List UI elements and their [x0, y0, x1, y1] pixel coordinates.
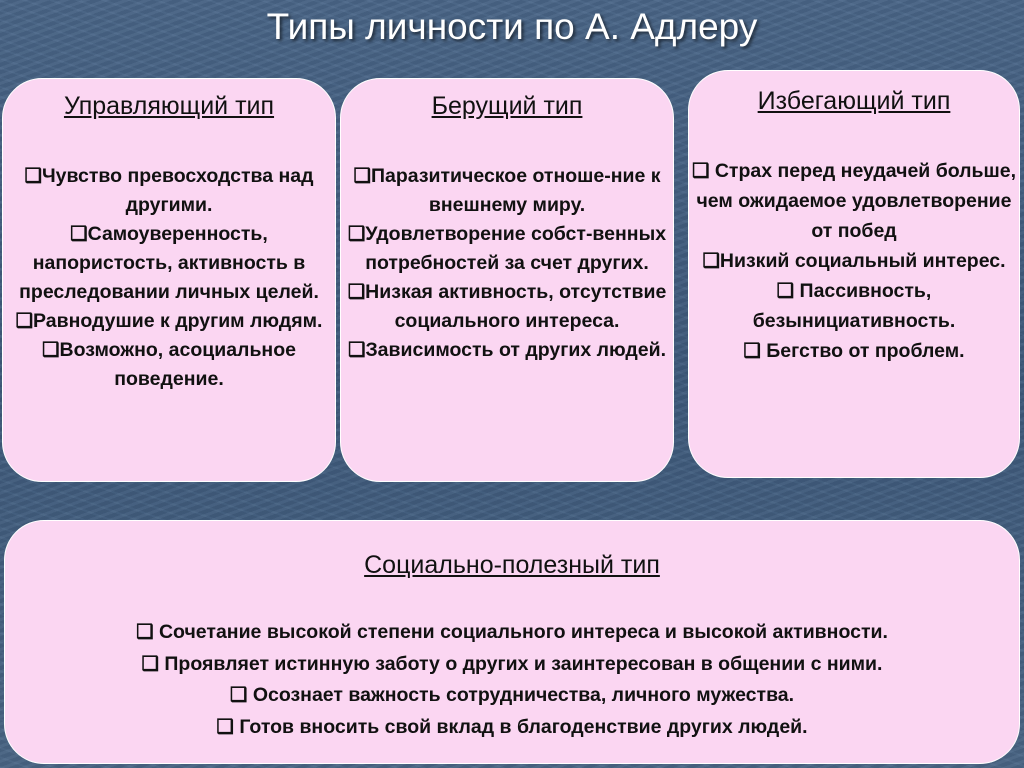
list-item: ❑Возможно, асоциальное поведение. [42, 339, 296, 390]
getting-type-box [340, 78, 674, 482]
list-item: ❑Чувство превосходства над другими. [24, 165, 314, 216]
ruling-type-heading: Управляющий тип [63, 92, 275, 120]
list-item: ❑ Бегство от проблем. [743, 340, 965, 362]
getting-type-list [341, 162, 673, 365]
list-item: ❑ Проявляет истинную заботу о других и заинтересован в общении с ними. [141, 652, 883, 675]
avoiding-type-box [688, 70, 1020, 478]
list-item: ❑Равнодушие к другим людям. [15, 310, 323, 332]
list-item: ❑ Страх перед неудачей больше, чем ожидаемое удовлетворение от побед [691, 160, 1017, 242]
list-item: ❑ Сочетание высокой степени социального интереса и высокой активности. [136, 621, 888, 643]
list-item: ❑Низкая активность, отсутствие социального интереса. [347, 281, 667, 332]
socially-useful-type-box [4, 520, 1020, 764]
slide-title: Типы личности по А. Адлеру [266, 6, 758, 47]
list-item: ❑ Пассивность, безынициативность. [752, 280, 956, 332]
list-item: ❑Самоуверенность, напористость, активность в преследовании личных целей. [19, 223, 319, 303]
list-item: ❑Паразитическое отноше-ние к внешнему миру. [353, 165, 661, 216]
getting-type-heading: Берущий тип [431, 92, 583, 120]
list-item: ❑Низкий социальный интерес. [702, 250, 1006, 272]
list-item: ❑Зависимость от других людей. [347, 339, 667, 361]
list-item: ❑Удовлетворение собст-венных потребностей за счет других. [347, 223, 667, 274]
list-item: ❑ Осознает важность сотрудничества, личного мужества. [229, 684, 795, 706]
ruling-type-box [2, 78, 336, 482]
socially-useful-type-heading: Социально-полезный тип [364, 551, 660, 579]
list-item: ❑ Готов вносить свой вклад в благоденствие других людей. [216, 715, 808, 738]
socially-useful-type-list [5, 617, 1019, 743]
avoiding-type-heading: Избегающий тип [757, 87, 951, 115]
avoiding-type-list [689, 156, 1019, 366]
ruling-type-list [3, 162, 335, 394]
